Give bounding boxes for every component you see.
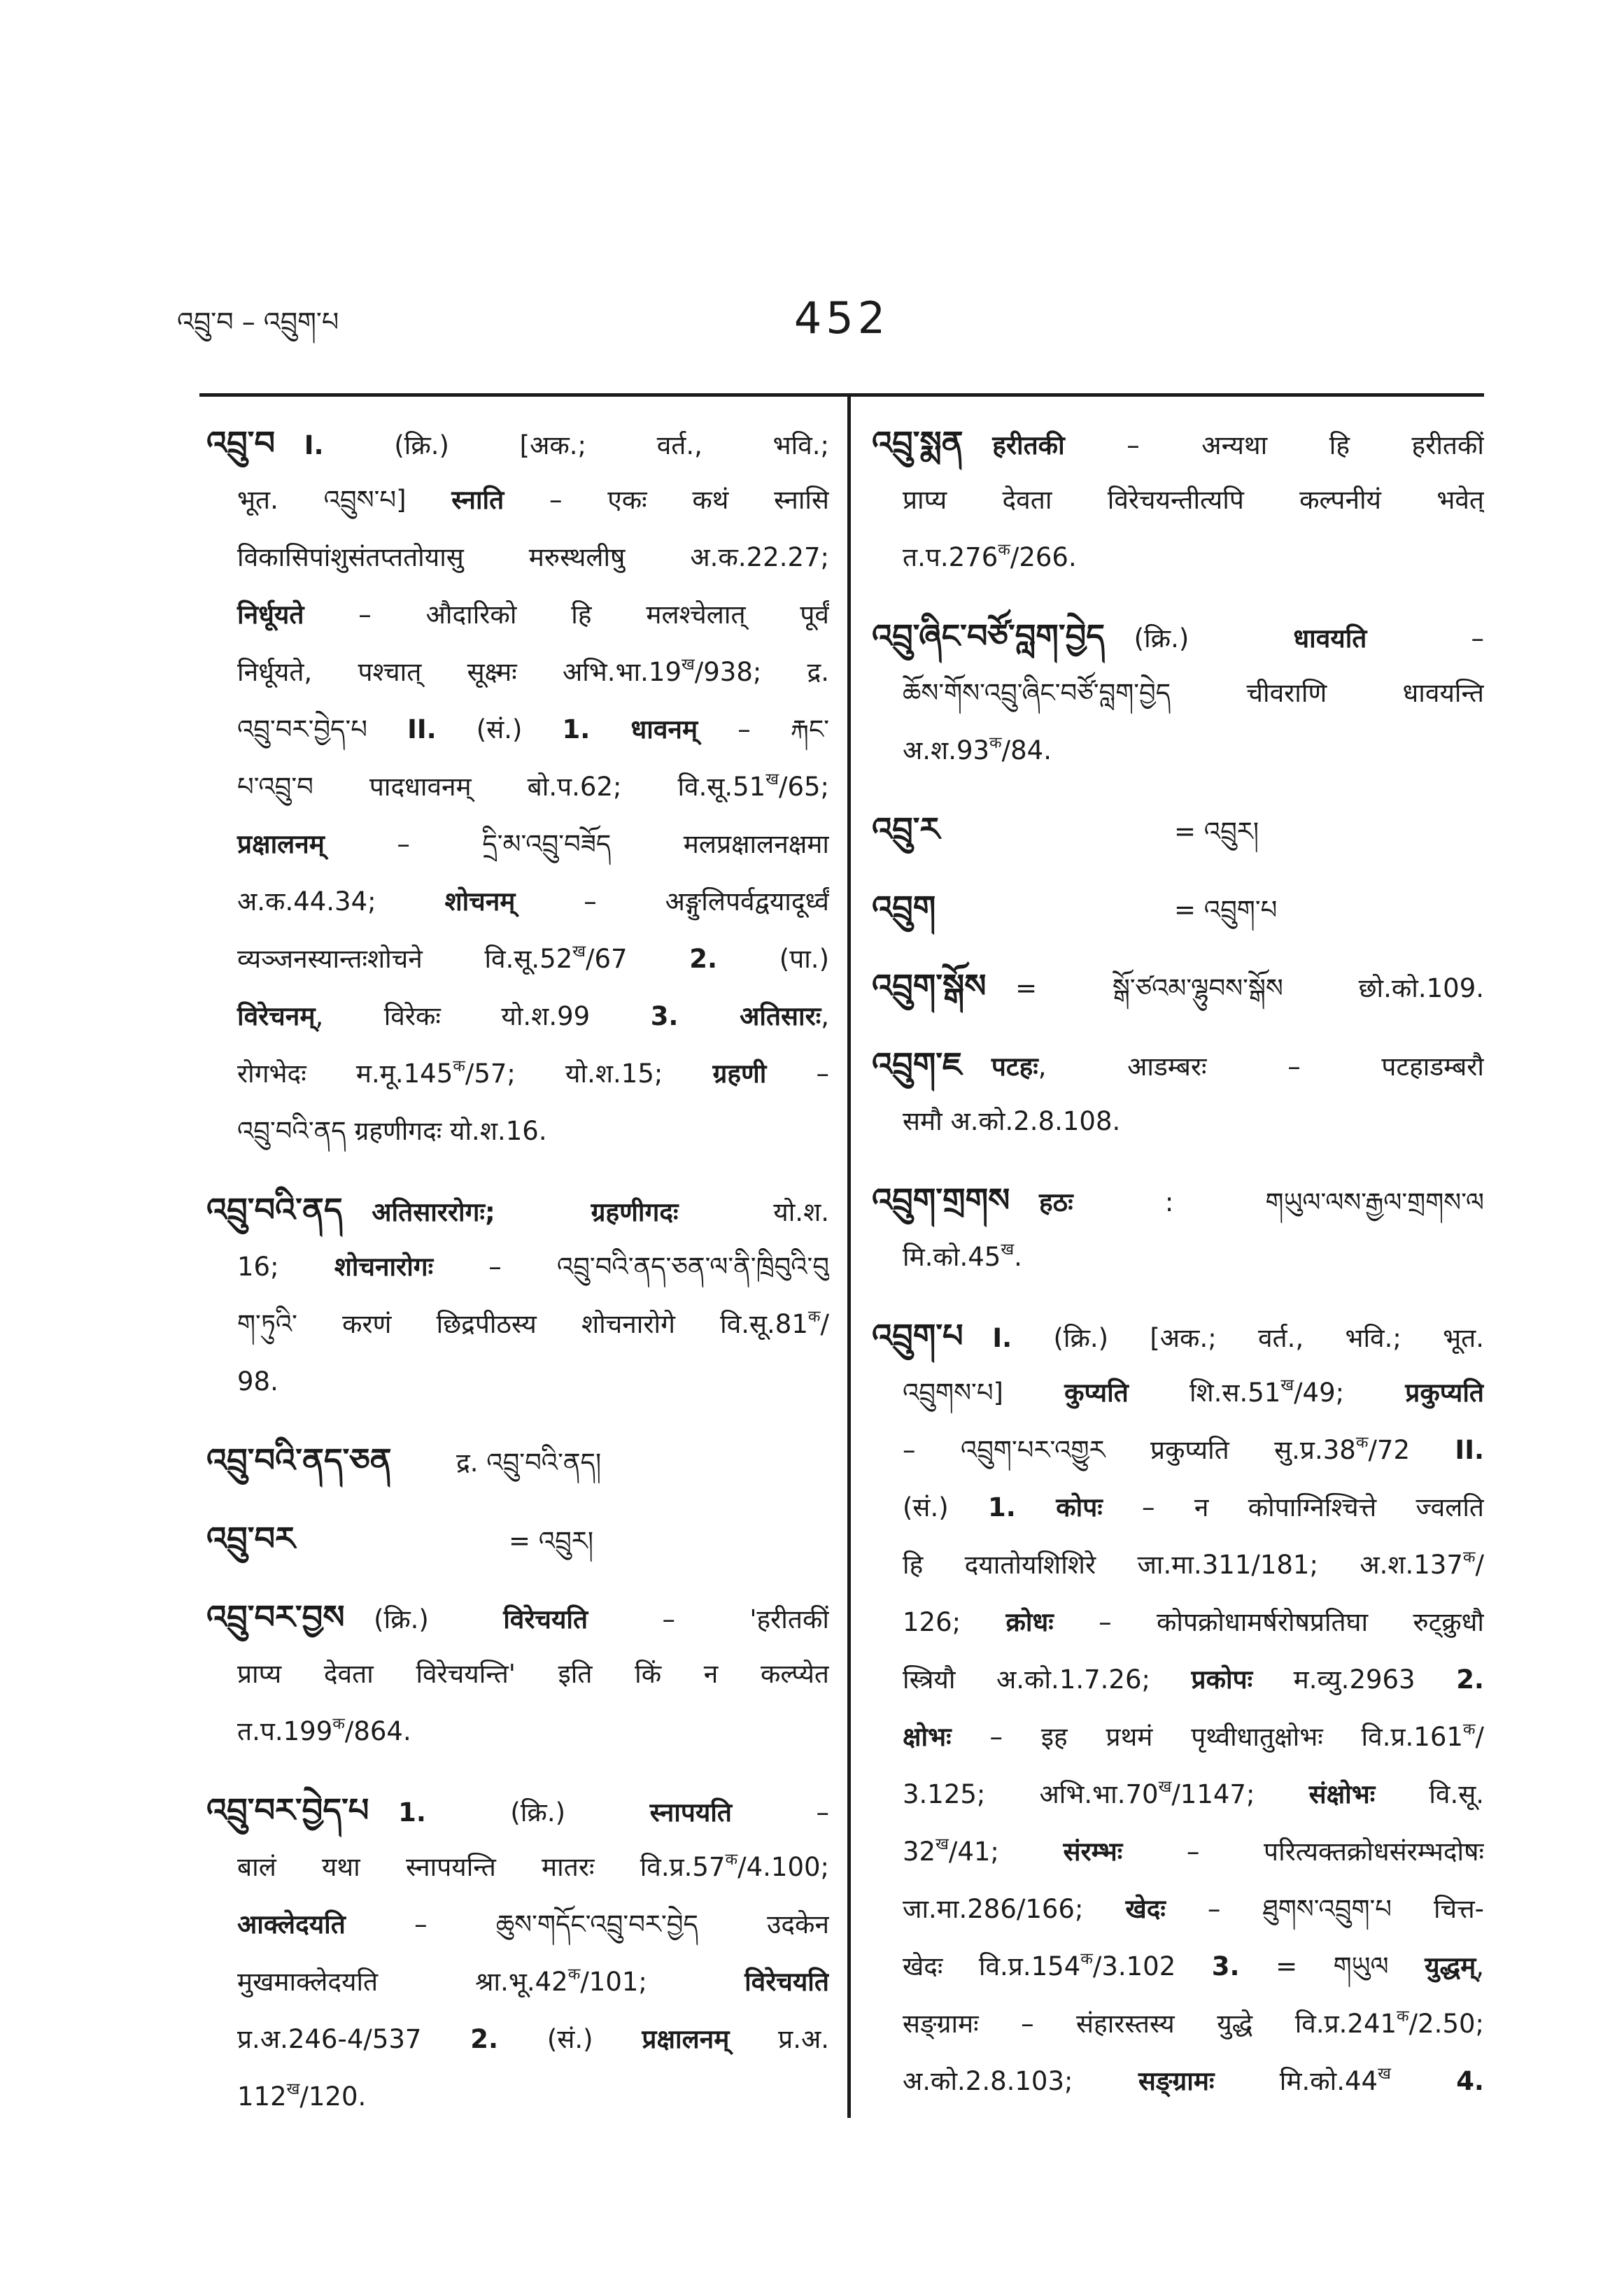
entry-line [872, 1594, 1484, 1651]
entry-text: ཆོས་གོས་འབྲུ་ཞིང་བཙོ་བླག་བྱེད चीवराणि धावयन्ति [903, 678, 1484, 708]
bold-term: II. [1455, 1435, 1484, 1465]
entry-line [206, 1839, 829, 1896]
bold-term: 1. कोपः [987, 1492, 1103, 1522]
left-column [206, 414, 829, 2126]
entry-headword: འབྲུ་བའི་ནད་ཅན [206, 1441, 392, 1479]
superscript-folio: ख [1378, 2064, 1391, 2083]
entry-text: , आडम्बरः – पटहाडम्बरौ [1038, 1052, 1484, 1082]
bold-term: प्रक्षालनम् [237, 829, 325, 859]
dictionary-entry [872, 607, 1484, 779]
entry-text: /3.102 [1092, 1951, 1212, 1981]
entry-headword: འབྲུ་བའི་ནད [206, 1191, 343, 1229]
bold-term: अतिसाररोगः; ग्रहणीगदः [372, 1197, 679, 1227]
entry-text: द्र. འབྲུ་བའི་ནད། [456, 1448, 602, 1478]
entry-line [206, 1781, 829, 1839]
entry-text: विकासिपांशुसंतप्ततोयासु मरुस्थलीषु अ.क.22.27; [237, 542, 829, 572]
dictionary-entry [872, 957, 1484, 1015]
entry-line [872, 1422, 1484, 1479]
entry-text: निर्धूयते, पश्चात् सूक्ष्मः अभि.भा.19 [237, 657, 682, 687]
entry-text: – [731, 1797, 829, 1828]
entry-text: འབྲུགས་པ] [903, 1378, 1065, 1408]
entry-text: मि.को.45 [903, 1242, 1001, 1272]
superscript-folio: ख [1280, 1376, 1294, 1394]
dictionary-entry [872, 1171, 1484, 1286]
entry-text: /65; [778, 772, 829, 802]
entry-line [872, 1036, 1484, 1093]
entry-line [206, 414, 829, 472]
entry-text: यो.श. [678, 1197, 829, 1227]
entry-text: मुखमाक्लेदयति श्रा.भू.42 [237, 1967, 568, 1997]
entry-text: – རྐང་ [698, 714, 829, 744]
superscript-folio: क [1397, 2007, 1409, 2026]
entry-text: स्त्रियौ अ.को.1.7.26; [903, 1665, 1192, 1695]
entry-line [206, 931, 829, 988]
entry-text: (क्रि.) [374, 1604, 504, 1634]
entry-line [206, 1238, 829, 1296]
bold-term: 1. धावनम् [562, 714, 698, 744]
entry-text: / [1475, 1550, 1484, 1580]
entry-headword: འབྲུ་སྨན [872, 424, 963, 462]
entry-text: /101; [580, 1967, 745, 1997]
bold-term: आक्लेदयति [237, 1909, 346, 1939]
bold-term: विरेचयति [744, 1967, 829, 1997]
bold-term: खेदः [1125, 1894, 1166, 1924]
entry-text: (सं.) [498, 2024, 642, 2054]
entry-text: , विरेकः यो.श.99 [315, 1001, 651, 1031]
entry-line [872, 1995, 1484, 2053]
bold-term: सङ्ग्रामः [1138, 2066, 1215, 2096]
entry-headword: འབྲུག་སྒོས [872, 967, 987, 1005]
bold-term: स्नाति [451, 485, 504, 515]
bold-term: प्रकुप्यति [1405, 1378, 1484, 1408]
entry-text: = འབྲུར། [509, 1526, 594, 1556]
dictionary-entry [206, 1588, 829, 1760]
superscript-folio: क [1355, 1433, 1369, 1452]
dictionary-entry [206, 1432, 829, 1489]
running-head: འབྲུ་བ – འབྲུག་པ [177, 306, 339, 337]
entry-line [206, 1896, 829, 1953]
bold-term: 3. [1211, 1951, 1240, 1981]
bold-term: II. [407, 714, 437, 744]
dictionary-entry [872, 1036, 1484, 1150]
entry-line [872, 1881, 1484, 1938]
entry-text: (सं.) [903, 1492, 988, 1522]
entry-line [206, 873, 829, 931]
entry-text: – ཐུགས་འབྲུག་པ चित्त- [1165, 1894, 1484, 1924]
superscript-folio: ख [1001, 1240, 1015, 1259]
entry-line [206, 1432, 829, 1489]
entry-text: 112 [237, 2082, 287, 2112]
entry-text: (सं.) [436, 714, 563, 744]
superscript-folio: क [998, 540, 1010, 559]
entry-text: / [820, 1309, 829, 1339]
superscript-folio: क [567, 1965, 581, 1984]
entry-text: – [1367, 623, 1484, 653]
bold-term: शोचनम् [444, 886, 516, 917]
entry-line [872, 1766, 1484, 1823]
entry-line [872, 472, 1484, 529]
entry-line [206, 1703, 829, 1760]
entry-text: /120. [299, 2082, 367, 2112]
entry-text: शि.स.51 [1128, 1378, 1281, 1408]
superscript-folio: ख [765, 770, 779, 789]
right-column [872, 414, 1484, 2110]
entry-text: . [1014, 1242, 1022, 1272]
entry-line [206, 1646, 829, 1703]
bold-term: विरेचयति [503, 1604, 588, 1634]
bold-term: 2. [689, 944, 718, 974]
bold-term: ग्रहणी [712, 1059, 767, 1089]
entry-text: – कोपक्रोधामर्षरोषप्रतिघा रुट्क्रुधौ [1053, 1607, 1484, 1637]
superscript-folio: ख [682, 655, 695, 674]
entry-text: रोगभेदः म.मू.145 [237, 1059, 453, 1089]
entry-line [206, 1588, 829, 1646]
entry-line [872, 1229, 1484, 1286]
entry-text: / [1475, 1722, 1484, 1752]
entry-text: /2.50; [1408, 2009, 1484, 2039]
entry-text: འབྲུ་བར་བྱེད་པ [237, 714, 408, 744]
entry-line [206, 1353, 829, 1411]
entry-line [872, 529, 1484, 586]
entry-text: त.प.199 [237, 1716, 333, 1746]
entry-headword: འབྲུག་པ [872, 1317, 963, 1355]
entry-text [1391, 2066, 1456, 2096]
entry-headword: འབྲུ་ཞིང་བཙོ་བླག་བྱེད [872, 617, 1106, 655]
entry-text: जा.मा.286/166; [903, 1894, 1126, 1924]
bold-term: पटहः [991, 1052, 1038, 1082]
bold-term: प्रकोपः [1191, 1665, 1253, 1695]
entry-text: (क्रि.) [425, 1797, 650, 1828]
entry-text: /49; [1294, 1378, 1406, 1408]
entry-text: भूत. འབྲུས་པ] [237, 485, 452, 515]
entry-text: 3.125; अभि.भा.70 [903, 1779, 1159, 1809]
superscript-folio: ख [1158, 1777, 1172, 1796]
entry-text: म.व्यु.2963 [1252, 1665, 1457, 1695]
superscript-folio: क [453, 1056, 465, 1075]
entry-text: 16; [237, 1252, 334, 1282]
superscript-folio: क [332, 1714, 345, 1733]
superscript-folio: क [725, 1850, 738, 1869]
superscript-folio: क [1462, 1720, 1476, 1739]
page-number: 452 [793, 292, 890, 344]
bold-term: निर्धूयते [237, 600, 304, 630]
entry-line [206, 1045, 829, 1103]
entry-text: – न कोपाग्निश्चित्ते ज्वलति [1102, 1492, 1484, 1522]
bold-term: स्नापयति [649, 1797, 732, 1828]
entry-text: (पा.) [717, 944, 829, 974]
entry-line [872, 1171, 1484, 1229]
entry-line [872, 1651, 1484, 1709]
entry-line [872, 1709, 1484, 1766]
bold-term: क्रोधः [1005, 1607, 1054, 1637]
entry-line [206, 2068, 829, 2126]
entry-text: अ.श.93 [903, 735, 990, 765]
bold-term: प्रक्षालनम् [642, 2024, 730, 2054]
entry-text: འབྲུ་བའི་ནད ग्रहणीगदः यो.श.16. [237, 1116, 547, 1146]
entry-text: /57; यो.श.15; [465, 1059, 713, 1089]
entry-line [206, 816, 829, 873]
dictionary-entry [872, 1307, 1484, 2110]
entry-text: (क्रि.) [अक.; वर्त., भवि.; भूत. [1012, 1323, 1484, 1353]
entry-text: = འབྲུར། [1174, 817, 1259, 847]
entry-line [206, 1181, 829, 1238]
entry-line [872, 665, 1484, 722]
entry-line [872, 879, 1484, 936]
bold-term: धावयति [1293, 623, 1367, 653]
entry-line [206, 529, 829, 586]
entry-text: अ.को.2.8.103; [903, 2066, 1138, 2096]
entry-text: 126; [903, 1607, 1006, 1637]
entry-line [206, 758, 829, 816]
entry-text: /864. [344, 1716, 411, 1746]
bold-term: क्षोभः [903, 1722, 952, 1752]
bold-term: I. [992, 1323, 1012, 1353]
entry-text: /4.100; [737, 1852, 829, 1882]
bold-term: 2. [470, 2024, 499, 2054]
entry-line [872, 1093, 1484, 1150]
entry-text: – འབྲུག་པར་འགྱུར प्रकुप्यति सु.प्र.38 [903, 1435, 1356, 1465]
entry-line [872, 1938, 1484, 1995]
entry-text: , [1476, 1951, 1484, 1981]
entry-text: त.प.276 [903, 542, 998, 572]
entry-text: 32 [903, 1837, 936, 1867]
dictionary-entry [206, 414, 829, 1160]
entry-line [872, 722, 1484, 779]
entry-headword: འབྲུག་ཇ [872, 1045, 963, 1083]
entry-text: , [821, 1001, 829, 1031]
entry-headword: འབྲུག་གྲགས [872, 1181, 1010, 1219]
superscript-folio: ख [572, 942, 586, 961]
entry-text: /266. [1010, 542, 1077, 572]
entry-headword: འབྲུ་ར [872, 810, 940, 848]
entry-text: – इह प्रथमं पृथ्वीधातुक्षोभः वि.प्र.161 [951, 1722, 1463, 1752]
entry-text: = སྒོ་ཙའམ་ལྷུབས་སྒོས छो.को.109. [1015, 973, 1484, 1003]
dictionary-entry [206, 1781, 829, 2126]
dictionary-entry [872, 800, 1484, 858]
entry-text: = འབྲུག་པ [1174, 895, 1278, 925]
entry-text: – परित्यक्तक्रोधसंरम्भदोषः [1122, 1837, 1484, 1867]
bold-term: 4. [1456, 2066, 1484, 2096]
entry-text: – 'हरीतकीं [588, 1604, 829, 1634]
entry-text: (क्रि.) [1134, 623, 1294, 653]
entry-text: खेदः वि.प्र.154 [903, 1951, 1081, 1981]
entry-line [206, 472, 829, 529]
superscript-folio: ख [935, 1835, 949, 1853]
entry-text: /67 [586, 944, 690, 974]
entry-text: प्राप्य देवता विरेचयन्ति' इति किं न कल्प्येत [237, 1659, 829, 1689]
entry-text: ག་ཏུའི་ करणं छिद्रपीठस्य शोचनारोगे वि.सू.81 [237, 1309, 808, 1339]
entry-text: हि दयातोयशिशिरे जा.मा.311/181; अ.श.137 [903, 1550, 1463, 1580]
bold-term: 2. [1456, 1665, 1484, 1695]
entry-text: : གཡུལ་ལས་རྒྱལ་གྲགས་ལ [1073, 1187, 1484, 1217]
entry-line [872, 1536, 1484, 1594]
entry-line [872, 607, 1484, 665]
entry-text: प्र.अ.246-4/537 [237, 2024, 471, 2054]
entry-text: सङ्ग्रामः – संहारस्तस्य युद्धे वि.प्र.241 [903, 2009, 1397, 2039]
entry-text: /84. [1001, 735, 1052, 765]
entry-text: – अङ्गुलिपर्वद्वयादूर्ध्वं [515, 886, 829, 917]
dictionary-entry [206, 1510, 829, 1567]
entry-text: – ཆུས་གདོང་འབྲུ་བར་བྱེད उदकेन [345, 1909, 829, 1939]
entry-text: प्र.अ. [729, 2024, 829, 2054]
superscript-folio: क [807, 1307, 821, 1326]
entry-line [872, 414, 1484, 472]
entry-line [206, 1510, 829, 1567]
bold-term: युद्धम् [1425, 1951, 1476, 1981]
entry-text: समौ अ.को.2.8.108. [903, 1106, 1121, 1136]
entry-text: अ.क.44.34; [237, 886, 445, 917]
dictionary-entry [872, 879, 1484, 936]
entry-line [206, 1103, 829, 1160]
entry-line [206, 2011, 829, 2068]
bold-term: हठः [1039, 1187, 1073, 1217]
entry-text: /72 [1368, 1435, 1455, 1465]
entry-text: – एकः कथं स्नासि [504, 485, 829, 515]
entry-headword: འབྲུག [872, 889, 936, 926]
entry-line [872, 2053, 1484, 2110]
column-divider [847, 395, 851, 2118]
entry-line [206, 701, 829, 758]
entry-line [206, 586, 829, 644]
header-rule [199, 393, 1484, 397]
superscript-folio: क [1080, 1949, 1093, 1968]
bold-term: संरम्भः [1063, 1837, 1123, 1867]
bold-term: हरीतकी [992, 430, 1065, 460]
entry-text: = གཡུལ [1239, 1951, 1425, 1981]
bold-term: कुप्यति [1064, 1378, 1129, 1408]
entry-text: – དྲི་མ་འབྲུ་བཟོད मलप्रक्षालनक्षमा [324, 829, 829, 859]
entry-line [872, 1307, 1484, 1364]
superscript-folio: क [989, 733, 1002, 752]
entry-text: – [766, 1059, 829, 1089]
entry-headword: འབྲུ་བར [206, 1520, 295, 1557]
entry-text: – औदारिको हि मलश्चेलात् पूर्वं [304, 600, 829, 630]
entry-text: (क्रि.) [अक.; वर्त., भवि.; [323, 430, 829, 460]
dictionary-entry [872, 414, 1484, 586]
entry-line [872, 1479, 1484, 1536]
entry-text: /1147; [1171, 1779, 1309, 1809]
entry-line [206, 988, 829, 1045]
bold-term: शोचनारोगः [334, 1252, 434, 1282]
entry-text: 98. [237, 1366, 278, 1397]
entry-line [872, 957, 1484, 1015]
entry-line [206, 644, 829, 701]
entry-headword: འབྲུ་བར་བྱེད་པ [206, 1791, 369, 1829]
entry-text: व्यञ्जनस्यान्तःशोचने वि.सू.52 [237, 944, 573, 974]
entry-text: /41; [948, 1837, 1064, 1867]
entry-text: – अन्यथा हि हरीतकीं [1064, 430, 1484, 460]
entry-text: प्राप्य देवता विरेचयन्तीत्यपि कल्पनीयं भवेत् [903, 485, 1484, 515]
entry-line [206, 1953, 829, 2011]
bold-term: I. [304, 430, 324, 460]
superscript-folio: क [1462, 1548, 1476, 1567]
entry-text: /938; द्र. [694, 657, 829, 687]
entry-line [206, 1296, 829, 1353]
entry-line [872, 1823, 1484, 1881]
entry-text: बालं यथा स्नापयन्ति मातरः वि.प्र.57 [237, 1852, 726, 1882]
bold-term: 3. अतिसारः [650, 1001, 821, 1031]
superscript-folio: ख [286, 2079, 300, 2098]
entry-line [872, 1364, 1484, 1422]
bold-term: 1. [398, 1797, 426, 1828]
entry-text: मि.को.44 [1214, 2066, 1378, 2096]
entry-text: वि.सू. [1375, 1779, 1484, 1809]
entry-line [872, 800, 1484, 858]
entry-headword: འབྲུ་བར་བྱས [206, 1598, 345, 1636]
entry-headword: འབྲུ་བ [206, 424, 276, 462]
bold-term: विरेचनम् [237, 1001, 316, 1031]
entry-text: – འབྲུ་བའི་ནད་ཅན་ལ་ནི་ཁྲིབུའི་བུ [433, 1252, 829, 1282]
entry-text: པ་འབྲུ་བ पादधावनम् बो.प.62; वि.सू.51 [237, 772, 766, 802]
bold-term: संक्षोभः [1308, 1779, 1376, 1809]
dictionary-entry [206, 1181, 829, 1411]
